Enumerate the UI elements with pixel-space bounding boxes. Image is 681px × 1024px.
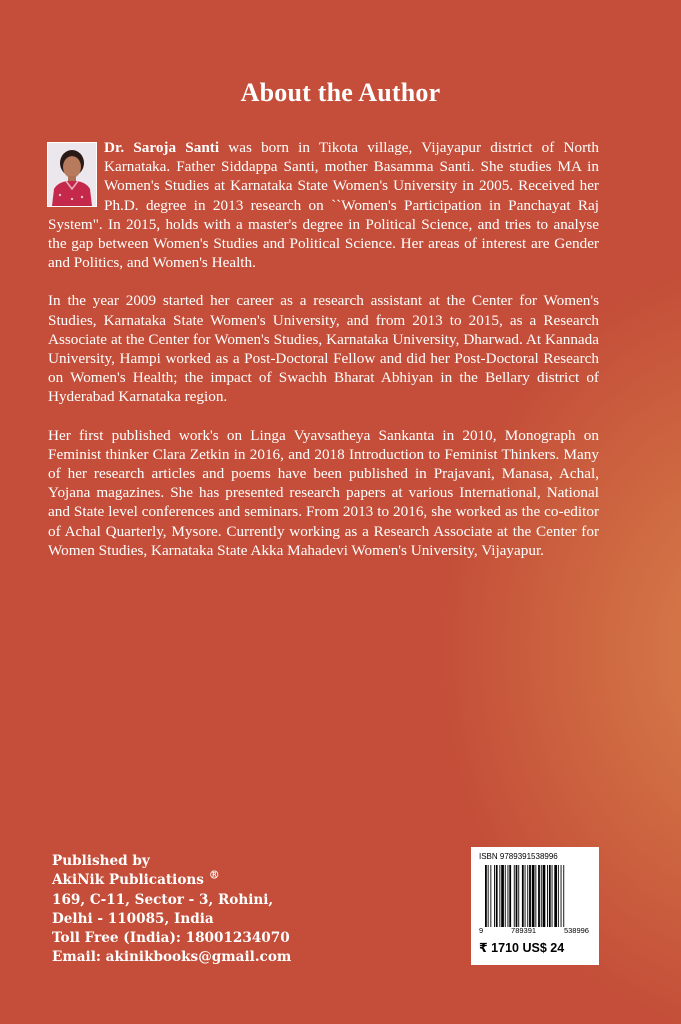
barcode-digits bbox=[479, 927, 589, 935]
barcode-bar bbox=[494, 865, 495, 929]
barcode-bar bbox=[488, 865, 489, 929]
barcode-bar bbox=[552, 865, 553, 929]
publisher-address-1: 169, C-11, Sector - 3, Rohini, bbox=[52, 891, 274, 908]
bio-paragraph-3: Her first published work's on Linga Vyavsatheya Sankanta in 2010, Monograph on Feminist thinker Clara Zetkin in 2016, and 2018 Introduction to Feminist Thinkers. Many of her research articles and poems have been published in Prajavani, Manasa, Achal, Yojana magazines. She has presented research papers at various International, National and State level conferences and seminars. From 2013 to 2016, she worked as the co-editor of Achal Quarterly, Mysore. Currently working as a Research Associate at the Center for Women Studies, Karnataka State Akka Mahadevi Women's University, Vijayapur. bbox=[48, 426, 599, 559]
barcode-digits-group-1: 789391 bbox=[511, 926, 537, 935]
publisher-name: AkiNik Publications bbox=[52, 872, 204, 889]
barcode-bar bbox=[501, 865, 504, 929]
barcode-bar bbox=[509, 865, 511, 929]
barcode-bar bbox=[490, 865, 491, 929]
barcode-bar bbox=[558, 865, 559, 929]
price-label: ₹ 1710 US$ 24 bbox=[479, 941, 565, 955]
barcode-bar bbox=[547, 865, 548, 929]
barcode-bar bbox=[496, 865, 498, 929]
barcode-bar bbox=[525, 865, 526, 929]
publisher-address-2: Delhi - 110085, India bbox=[52, 910, 214, 927]
barcode-bar bbox=[529, 865, 531, 929]
barcode-bar bbox=[505, 865, 506, 929]
author-name: Dr. Saroja Santi bbox=[104, 139, 220, 156]
publisher-email: Email: akinikbooks@gmail.com bbox=[52, 949, 292, 966]
publisher-info bbox=[52, 852, 352, 968]
barcode-bar bbox=[485, 865, 487, 929]
barcode-bar bbox=[522, 865, 524, 929]
barcode-bar bbox=[518, 865, 519, 929]
barcode-bar bbox=[527, 865, 528, 929]
barcode-bar bbox=[516, 865, 518, 929]
page-title: About the Author bbox=[240, 78, 441, 107]
barcode-bar bbox=[508, 865, 509, 929]
barcode-bar bbox=[561, 865, 562, 929]
isbn-barcode-box bbox=[471, 847, 599, 965]
bio-paragraph-1 bbox=[48, 138, 599, 272]
barcode-digits-group-2: 538996 bbox=[563, 926, 589, 935]
registered-mark: ® bbox=[208, 868, 220, 882]
barcode-bar bbox=[535, 865, 536, 929]
author-biography bbox=[48, 138, 599, 579]
barcode-graphic bbox=[479, 865, 589, 937]
barcode-bar bbox=[541, 865, 542, 929]
barcode-bar bbox=[514, 865, 515, 929]
bio-paragraph-1-text: was born in Tikota village, Vijayapur district of North Karnataka. Father Siddappa Santi, mother Basamma Santi. She studies MA in Women's Studies at Karnataka State Women's University in 2005. Received her Ph.D. degree in 2013 research on ``Women's Participation in Panchayat Raj System". In 2015, holds with a master's degree in Political Science, and tries to analyse the gap between Women's Studies and Political Science. Her areas of interest are Gender and Politics, and Women's Health. bbox=[48, 139, 599, 272]
barcode-bar bbox=[543, 865, 546, 929]
publisher-heading: Published by bbox=[52, 853, 150, 869]
publisher-tollfree: Toll Free (India): 18001234070 bbox=[52, 930, 290, 947]
barcode-bar bbox=[554, 865, 557, 929]
bio-paragraph-2: In the year 2009 started her career as a research assistant at the Center for Women's Studies, Karnataka State Women's University, and from 2013 to 2015, as a Research Associate at the Center for Women's Studies, Karnataka University, Dharwad. At Kannada University, Hampi worked as a Post-Doctoral Fellow and did her Post-Doctoral Research on Women's Health; the impact of Swachh Bharat Abhiyan in the Bellary district of Hyderabad Karnataka region. bbox=[48, 292, 599, 406]
barcode-bar bbox=[538, 865, 540, 929]
barcode-bar bbox=[499, 865, 500, 929]
barcode-bar bbox=[549, 865, 551, 929]
publisher-name-line bbox=[52, 868, 352, 890]
isbn-label: ISBN 9789391538996 bbox=[479, 852, 558, 861]
barcode-bar bbox=[563, 865, 564, 929]
barcode-digit-prefix: 9 bbox=[479, 926, 484, 935]
barcode-bar bbox=[532, 865, 535, 929]
